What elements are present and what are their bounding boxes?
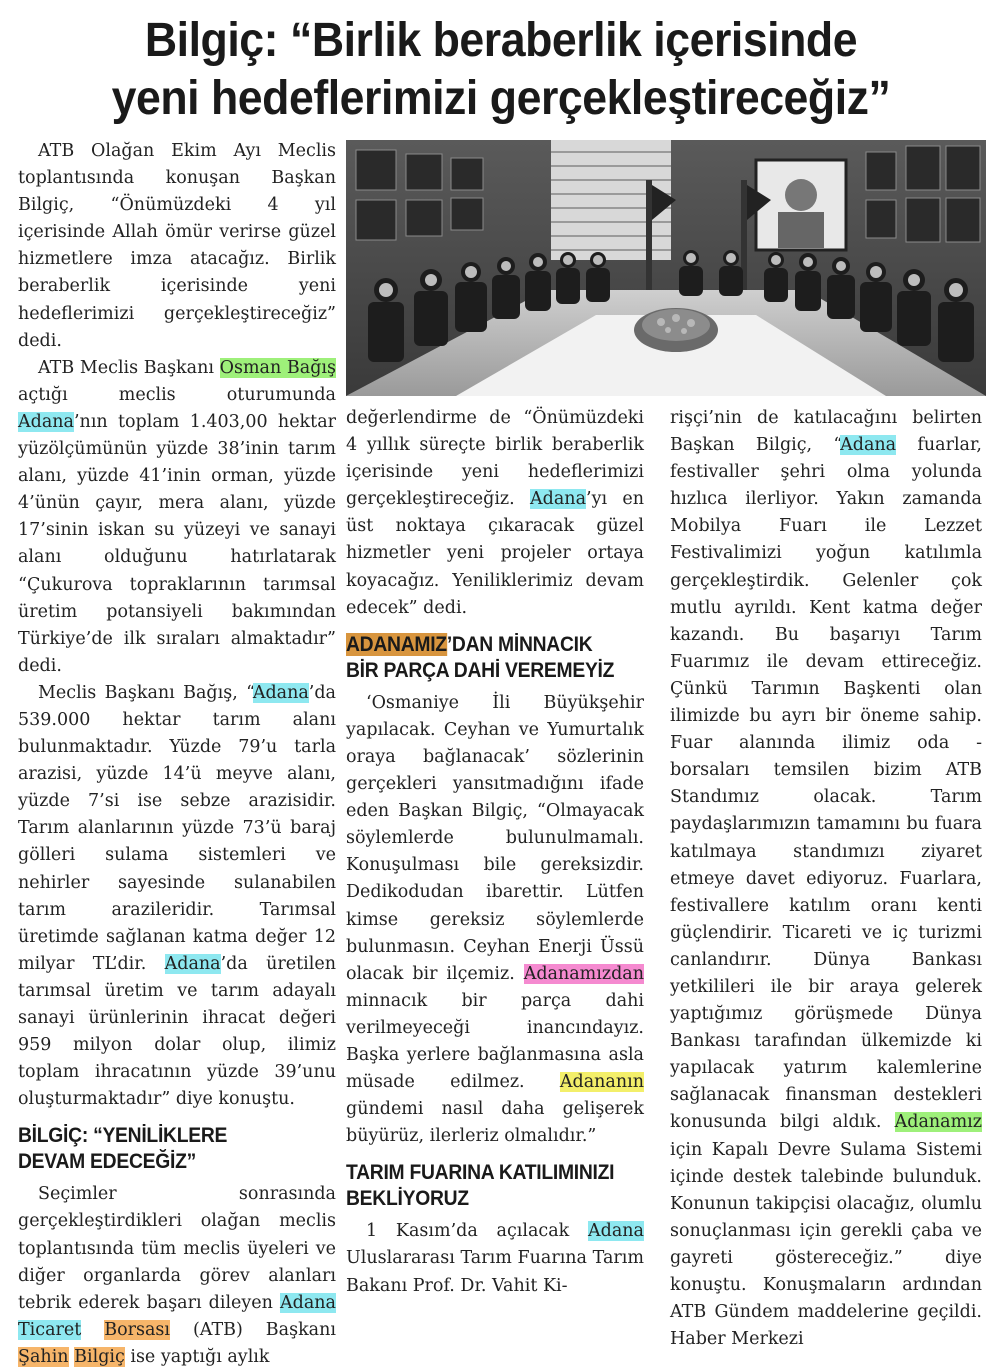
paragraph: Meclis Başkanı Bağış, “Adana’da 539.000 hektar tarım alanı bulunmaktadır. Yüzde 79’u tarla arazisi, yüzde 14’ü meyve alanı, yüzde 7’si ise sebze arazisidir. Tarım alanlarının yüzde 73’ü baraj gölleri sulama sistemleri ve nehirler sayesinde sulanabilen tarım arazileridir. Tarımsal üretimde sağlanan katma değer 12 milyar TL’dir. Adana’da üretilen tarımsal üretim ve tarım adayalı sanayi ürünlerinin ihracat değeri 959 milyon dolar olup, ilimiz toplam ihracatının yüzde 39’unu oluşturmaktadır” diye konuştu. — [18, 682, 336, 1110]
highlight-adananin: Adananın — [559, 1072, 644, 1093]
highlight-adana-ticaret: Adana Ticaret — [18, 1292, 336, 1340]
paragraph: değerlendirme de “Önümüzdeki 4 yıllık süreçte birlik beraberlik içerisinde yeni hedeflerimizi gerçekleştireceğiz. Adana’yı en üst noktaya çıkaracak güzel hizmetler yeni projeler ortaya koyacağız. Yeniliklerimiz devam edecek” dedi. — [346, 408, 644, 618]
paragraph: ‘Osmaniye İli Büyükşehir yapılacak. Ceyhan ve Yumurtalık oraya bağlanacak’ sözlerinin gerçekleri yansıtmadığını ifade eden Başkan Bilgiç, “Olmayacak söylemlerde bulunulmamalı. Konuşulması bile gereksizdir. Dedikodudan ibarettir. Lütfen kimse gereksiz söylemlerde bulunmasın. Ceyhan Enerji Üssü olacak bir ilçemiz. Adanamızdan minnacık bir parça dahi verilmeyeceği inancındayız. Başka yerlere bağlanmasına asla müsade edilmez. Adananın gündemi nasıl daha gelişerek büyürüz, ilerleriz olmalıdır.” — [346, 692, 644, 1147]
column-2 — [346, 405, 644, 1300]
highlight-adana: Adana — [588, 1221, 644, 1242]
highlight-sahin: Şahin — [18, 1346, 69, 1367]
paragraph: rişçi’nin de katılacağını belirten Başkan Bilgiç, “Adana fuarlar, festivaller şehri olma yolunda hızlıca ilerliyor. Yakın zamanda Mobilya Fuarı ile Lezzet Festivalimizi yoğun katılımla gerçekleştirdik. Gelenler çok mutlu ayrıldı. Kent katma değer kazandı. Bu başarıyı Tarım Fuarımız ile devam ettireceğiz. Çünkü Tarımın Başkenti olan ilimizde bu ayrı bir öneme sahip. Fuar alanında ilimiz oda - borsaları temsilen bizim ATB Standımız olacak. Tarım paydaşlarımızın tamamını bu fuara katılmaya standımızı ziyaret etmeye davet ediyoruz. Fuarlara, festivallere katılım oranı kenti güçlendirir. Ticareti ve iç turizmi canlandırır. Dünya Bankası yetkilileri ile bir araya gelerek yaptığımız görüşmede Dünya Bankası tarafından ülkemizde ki yapılacak yatırım kalemlerine sağlanacak finansman destekleri konusunda bilgi aldık. Adanamız için Kapalı Devre Sulama Sistemi içinde destek talebinde bulunduk. Konunun takipçisi olacağız, olumlu sonuçlanması için gerekli çaba ve gayreti göstereceğiz.” diye konuştu. Konuşmaların ardından ATB Gündem maddelerine geçildi. Haber Merkezi — [670, 408, 982, 1350]
highlight-adana: Adana — [18, 411, 74, 432]
highlight-adana: Adana — [164, 953, 221, 974]
paragraph: ATB Olağan Ekim Ayı Meclis toplantısında konuşan Başkan Bilgiç, “Önümüzdeki 4 yıl içerisinde Allah ömür verirse güzel hizmetlere imza atacağız. Birlik beraberlik içerisinde yeni hedeflerimizi gerçekleştireceğiz” dedi. — [18, 141, 336, 351]
meeting-photo — [346, 140, 986, 396]
headline — [35, 12, 967, 128]
headline-line-2: yeni hedeflerimizi gerçekleştireceğiz” — [111, 72, 891, 125]
headline-line-1: Bilgiç: “Birlik beraberlik içerisinde — [144, 14, 858, 67]
highlight-adanamiz: ADANAMIZ — [346, 632, 447, 656]
highlight-adanamizdan: Adanamızdan — [523, 963, 644, 984]
paragraph: 1 Kasım’da açılacak Adana Uluslararası Tarım Fuarına Tarım Bakanı Prof. Dr. Vahit Ki- — [346, 1221, 644, 1296]
highlight-bilgic: Bilgiç — [74, 1346, 125, 1367]
subheading: TARIM FUARINA KATILIMINIZI BEKLİYORUZ — [346, 1161, 615, 1211]
highlight-adanamiz: Adanamız — [894, 1112, 982, 1133]
subheading: BİLGİÇ: “YENİLİKLERE DEVAM EDECEĞİZ” — [18, 1124, 228, 1174]
paragraph: Seçimler sonrasında gerçekleştirdikleri olağan meclis toplantısında tüm meclis üyeleri ve diğer organlarda görev alanları tebrik ederek başarı dileyen Adana Ticaret Borsası (ATB) Başkanı Şahin Bilgiç ise yaptığı aylık — [18, 1184, 336, 1367]
highlight-borsasi: Borsası — [104, 1319, 170, 1340]
subheading: ADANAMIZ’DAN MİNNACIK BİR PARÇA DAHİ VEREMEYİZ — [346, 632, 615, 682]
column-1 — [18, 138, 336, 1371]
highlight-adana: Adana — [530, 489, 587, 510]
highlight-name: Osman Bağış — [219, 357, 336, 378]
paragraph: ATB Meclis Başkanı Osman Bağış açtığı meclis oturumunda Adana’nın toplam 1.403,00 hektar yüzölçümünün yüzde 38’inin tarım alanı, yüzde 41’inin orman, yüzde 4’ünün çayır, mera alanı, yüzde 17’sinin iskan su yüzeyi ve sanayi alanı olduğunu hatırlatarak “Çukurova topraklarının tarımsal üretim potansiyeli bakımından Türkiye’de ilk sıraları almaktadır” dedi. — [18, 357, 336, 676]
column-3 — [670, 405, 982, 1353]
highlight-adana: Adana — [840, 435, 897, 456]
highlight-adana: Adana — [252, 682, 309, 703]
